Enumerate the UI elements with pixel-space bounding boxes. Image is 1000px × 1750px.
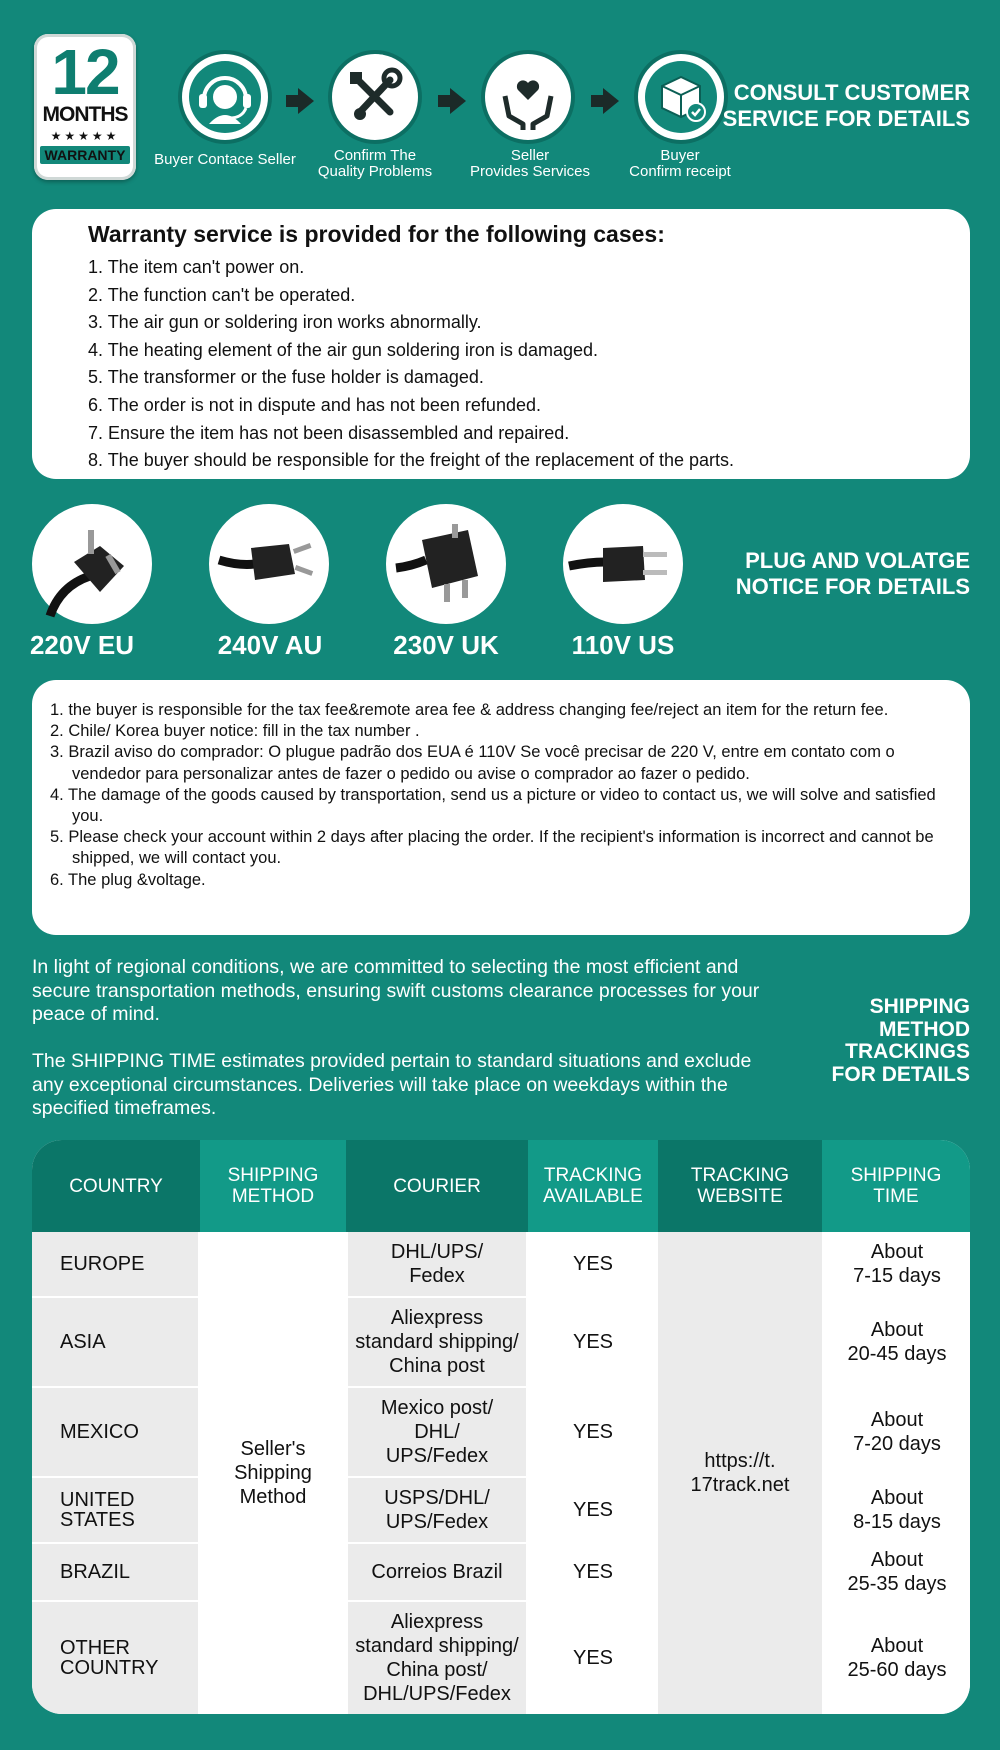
list-item: 1. The item can't power on. bbox=[88, 257, 305, 277]
table-row-tracking: YES bbox=[528, 1298, 658, 1386]
table-row-time: About 20-45 days bbox=[824, 1298, 970, 1386]
list-item: 6. The order is not in dispute and has not been refunded. bbox=[88, 394, 541, 415]
warranty-badge bbox=[34, 34, 136, 180]
badge-stars: ★★★★★ bbox=[50, 129, 120, 143]
step-1-label: Buyer Contace Seller bbox=[154, 151, 296, 168]
table-row-time: About 7-15 days bbox=[824, 1232, 970, 1296]
table-row-time: About 25-60 days bbox=[824, 1602, 970, 1714]
headset-icon bbox=[182, 54, 268, 140]
table-row-time: About 25-35 days bbox=[824, 1544, 970, 1600]
shipping-table bbox=[32, 1140, 970, 1714]
uk-plug-icon bbox=[386, 504, 506, 624]
consult-title: CONSULT CUSTOMER SERVICE FOR DETAILS bbox=[722, 80, 970, 131]
arrow-right-icon bbox=[450, 88, 466, 114]
list-item: 1. the buyer is responsible for the tax fee&remote area fee & address changing fee/reject an item for the return fee. bbox=[50, 701, 889, 719]
table-row-courier: Mexico post/ DHL/ UPS/Fedex bbox=[348, 1388, 526, 1476]
plug-label: 240V AU bbox=[217, 630, 323, 660]
table-row-country: EUROPE bbox=[32, 1232, 198, 1296]
notes-card bbox=[32, 680, 970, 935]
header-courier: COURIER bbox=[346, 1140, 528, 1232]
plug-label: 220V EU bbox=[29, 630, 135, 660]
plug-label: 230V UK bbox=[393, 630, 499, 660]
warranty-card bbox=[32, 209, 970, 479]
step-2-label: Confirm The Quality Problems bbox=[317, 147, 433, 180]
tools-icon bbox=[332, 54, 418, 140]
list-item: 2. The function can't be operated. bbox=[88, 284, 356, 305]
shipping-method-cell: Seller's Shipping Method bbox=[200, 1232, 346, 1714]
warranty-list bbox=[88, 254, 734, 475]
header-tracking-available: TRACKING AVAILABLE bbox=[528, 1140, 658, 1232]
eu-plug-icon bbox=[32, 504, 152, 624]
table-row-courier: Aliexpress standard shipping/ China post bbox=[348, 1298, 526, 1386]
step-4-label: Buyer Confirm receipt bbox=[629, 147, 731, 180]
table-row-tracking: YES bbox=[528, 1602, 658, 1714]
table-row-country: BRAZIL bbox=[32, 1544, 198, 1600]
table-row-tracking: YES bbox=[528, 1388, 658, 1476]
list-item: 5. The transformer or the fuse holder is damaged. bbox=[88, 367, 484, 388]
table-row-country: MEXICO bbox=[32, 1388, 198, 1476]
table-row-courier: Aliexpress standard shipping/ China post/ DHL/UPS/Fedex bbox=[348, 1602, 526, 1714]
table-row-tracking: YES bbox=[528, 1478, 658, 1542]
table-row-tracking: YES bbox=[528, 1232, 658, 1296]
plug-notice-title: PLUG AND VOLATGE NOTICE FOR DETAILS bbox=[735, 548, 970, 599]
plug-label: 110V US bbox=[571, 630, 675, 660]
table-row-country: ASIA bbox=[32, 1298, 198, 1386]
step-3-label: Seller Provides Services bbox=[469, 147, 591, 180]
shipping-paragraph-1: In light of regional conditions, we are committed to selecting the most efficient and secure transportation methods, ensuring swift customs clearance processes for your peace of mind. bbox=[32, 956, 760, 1025]
heart-hands-icon bbox=[485, 54, 571, 140]
shipping-paragraph-2: The SHIPPING TIME estimates provided pertain to standard situations and exclude any exceptional circumstances. Deliveries will take place on weekdays within the specified timeframes. bbox=[32, 1050, 752, 1119]
list-item: 3. The air gun or soldering iron works abnormally. bbox=[88, 312, 482, 333]
header-country: COUNTRY bbox=[32, 1140, 200, 1232]
header-tracking-website: TRACKING WEBSITE bbox=[658, 1140, 822, 1232]
badge-number: 12 bbox=[51, 36, 119, 108]
table-row-courier: DHL/UPS/ Fedex bbox=[348, 1232, 526, 1296]
badge-label: WARRANTY bbox=[40, 146, 130, 164]
header-shipping-time: SHIPPING TIME bbox=[822, 1140, 970, 1232]
table-row-country: OTHER COUNTRY bbox=[32, 1602, 198, 1714]
table-row-country: UNITED STATES bbox=[32, 1478, 198, 1542]
tracking-website-cell[interactable]: https://t. 17track.net bbox=[658, 1232, 822, 1714]
list-item: 3. Brazil aviso do comprador: O plugue padrão dos EUA é 110V Se você precisar de 220 V, entre em contato com o vendedor para personalizar antes de fazer o pedido ou avise o comprador ao fazer o pedido. bbox=[50, 743, 895, 783]
table-row-courier: Correios Brazil bbox=[348, 1544, 526, 1600]
list-item: 2. Chile/ Korea buyer notice: fill in the tax number . bbox=[50, 722, 420, 741]
arrow-right-icon bbox=[603, 88, 619, 114]
table-row-time: About 7-20 days bbox=[824, 1388, 970, 1476]
au-plug-icon bbox=[209, 504, 329, 624]
list-item: 4. The heating element of the air gun soldering iron is damaged. bbox=[88, 339, 598, 360]
list-item: 8. The buyer should be responsible for the freight of the replacement of the parts. bbox=[88, 450, 735, 471]
table-row-time: About 8-15 days bbox=[824, 1478, 970, 1542]
warranty-title: Warranty service is provided for the following cases: bbox=[88, 221, 665, 247]
header-shipping-method: SHIPPING METHOD bbox=[200, 1140, 346, 1232]
box-check-icon bbox=[638, 54, 724, 140]
list-item: 6. The plug &voltage. bbox=[50, 870, 206, 889]
badge-months: MONTHS bbox=[42, 103, 128, 126]
table-row-tracking: YES bbox=[528, 1544, 658, 1600]
shipping-title: SHIPPING METHOD TRACKINGS FOR DETAILS bbox=[831, 995, 970, 1086]
list-item: 7. Ensure the item has not been disassembled and repaired. bbox=[88, 422, 570, 443]
list-item: 5. Please check your account within 2 days after placing the order. If the recipient's information is incorrect and cannot be shipped, we will contact you. bbox=[50, 828, 934, 868]
notes-list bbox=[50, 700, 950, 891]
arrow-right-icon bbox=[298, 88, 314, 114]
us-plug-icon bbox=[563, 504, 683, 624]
list-item: 4. The damage of the goods caused by transportation, send us a picture or video to contact us, we will solve and satisfied you. bbox=[50, 785, 936, 826]
table-row-courier: USPS/DHL/ UPS/Fedex bbox=[348, 1478, 526, 1542]
